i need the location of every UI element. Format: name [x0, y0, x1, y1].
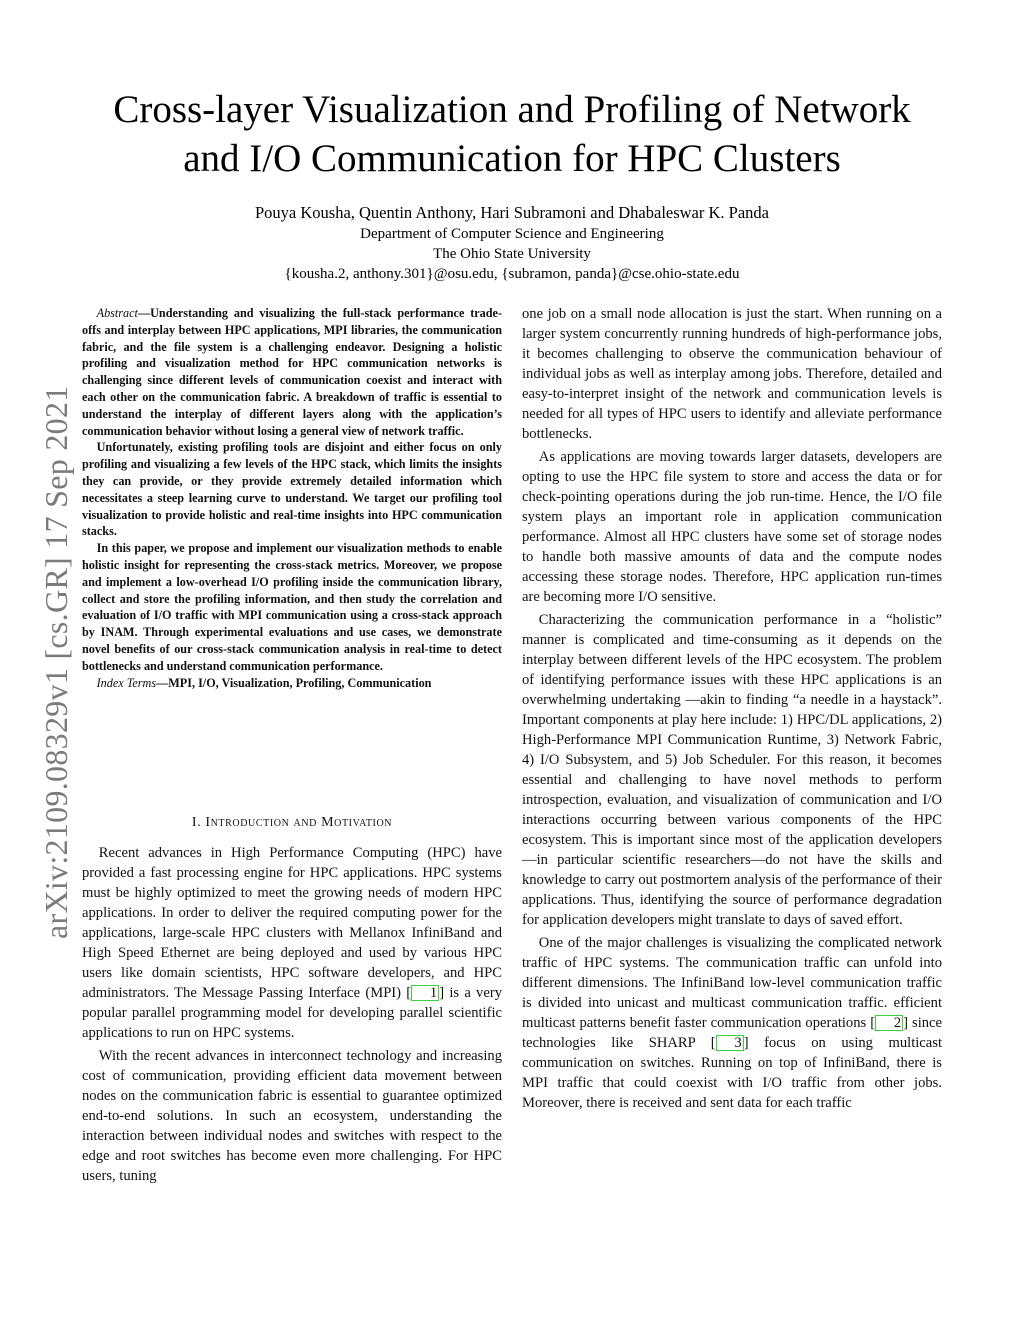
intro-paragraph-6: One of the major challenges is visualizing the complicated network traffic of HPC systems. The communication traffic can unfold into different dimensions. The InfiniBand low-level communication traffic is divided into unicast and multicast communication traffic. efficient multicast patterns benefit faster communication operations [ 2 ] since technologies like SHARP [ 3 ] focus on using multicast communication on switches. Running on top of InfiniBand, there is MPI traffic that could coexist with I/O traffic from other jobs. Moreover, there is received and sent data for each traffic [522, 935, 943, 1111]
title-line-2: and I/O Communication for HPC Clusters [183, 137, 841, 180]
arxiv-identifier-stamp: arXiv:2109.08329v1 [cs.GR] 17 Sep 2021 [38, 385, 74, 939]
paper-title [60, 85, 964, 183]
intro-paragraph-4: As applications are moving towards larger datasets, developers are opting to use the HPC file system to store and access the data or for check-pointing operations during the job run-time. Hence, the I/O file system plays an important role in application communication performance. Almost all HPC clusters have some set of storage nodes to handle both massive amounts of data and the compute nodes accessing these storage nodes. Therefore, HPC application run-times are becoming more I/O sensitive. [522, 449, 942, 605]
index-terms-label: Index Terms [96, 675, 157, 690]
intro-paragraph-2: With the recent advances in interconnect technology and increasing cost of communication, providing efficient data movement between nodes on the communication fabric is essential to guarantee optimized end-to-end solutions. In such an ecosystem, understanding the interaction between individual nodes and switches with respect to the edge and root switches has become even more challenging. For HPC users, tuning [82, 1048, 502, 1184]
intro-paragraph-1: Recent advances in High Performance Computing (HPC) have provided a fast processing engine for HPC applications. HPC systems must be highly optimized to meet the growing needs of modern HPC applications. In order to deliver the required computing power for the applications, large-scale HPC clusters with Mellanox InfiniBand and High Speed Ethernet are being deployed and used by various HPC users like domain scientists, HPC software developers, and HPC administrators. The Message Passing Interface (MPI) [ 1 ] is a very popular parallel programming model for developing parallel scientific applications to run on HPC systems. [82, 845, 502, 1041]
abstract-paragraph-1: Abstract—Understanding and visualizing the full-stack performance trade-offs and interplay between HPC applications, MPI libraries, the communication fabric, and the file system is a challenging endeavor. Designing a holistic profiling and visualization method for HPC communication networks is challenging since different levels of communication coexist and interact with each other on the communication fabric. A breakdown of traffic is essential to understand the interplay of different layers along with the application’s communication behavior without losing a general view of network traffic. [82, 306, 502, 438]
section-heading-introduction: I. Introduction and Motivation [191, 815, 393, 830]
intro-paragraph-3: one job on a small node allocation is just the start. When running on a larger system concurrently running hundreds of high-performance jobs, it becomes challenging to observe the communication behaviour of individual jobs as well as interplay among jobs. Therefore, detailed and easy-to-interpret insight of the network and communication levels is needed for all types of HPC users to identify and alleviate performance bottlenecks. [522, 306, 942, 442]
intro-paragraph-5: Characterizing the communication performance in a “holistic” manner is complicated and time-consuming as it depends on the interplay between different levels of the HPC ecosystem. The problem of identifying performance issues with these HPC applications is an overwhelming undertaking —akin to finding “a needle in a haystack”. Important components at play here include: 1) HPC/DL applications, 2) High-Performance MPI Communication Runtime, 3) Network Fabric, 4) I/O Subsystem, and 5) Job Scheduler. For this reason, it becomes essential and challenging to have novel methods to perform introspection, evaluation, and visualization of communication and I/O interactions occurring between various components of the HPC ecosystem. This is important since most of the application developers—in particular scientific researchers—do not have the skills and knowledge to carry out postmortem analysis of the performance of their applications. Thus, identifying the source of performance degradation for application developers might translate to days of saved effort. [522, 612, 942, 928]
title-line-1: Cross-layer Visualization and Profiling of Network [113, 88, 911, 131]
citation-link-1[interactable]: 1 [411, 985, 439, 1001]
abstract-label: Abstract [96, 306, 138, 320]
affiliation-department: Department of Computer Science and Engineering [360, 226, 664, 242]
abstract-block [82, 305, 502, 691]
left-column-body [82, 843, 502, 1186]
affiliation-university: The Ohio State University [433, 246, 591, 262]
abstract-paragraph-2: Unfortunately, existing profiling tools are disjoint and either focus on only profiling and visualizing a few levels of the HPC stack, which limits the insights they can provide, or they provide extremely detailed information which necessitates a steep learning curve to understand. We target our profiling tool visualization to provide holistic and real-time insights into HPC communication stacks. [82, 440, 502, 539]
author-emails: {kousha.2, anthony.301}@osu.edu, {subramon, panda}@cse.ohio-state.edu [284, 266, 740, 282]
citation-link-3[interactable]: 3 [716, 1035, 744, 1051]
author-list: Pouya Kousha, Quentin Anthony, Hari Subramoni and Dhabaleswar K. Panda [254, 203, 769, 222]
citation-link-2[interactable]: 2 [875, 1015, 903, 1031]
right-column-body [522, 304, 942, 1113]
index-terms: Index Terms—MPI, I/O, Visualization, Profiling, Communication [96, 675, 432, 690]
abstract-paragraph-3: In this paper, we propose and implement our visualization methods to enable holistic insight for representing the cross-stack metrics. Moreover, we propose and implement a low-overhead I/O profiling inside the communication library, collect and store the profiling information, and then study the correlation and evaluation of I/O traffic with MPI communication using a cross-stack approach by INAM. Through experimental evaluations and use cases, we demonstrate novel benefits of our cross-stack communication analysis in real-time to detect bottlenecks and understand communication performance. [82, 541, 502, 673]
